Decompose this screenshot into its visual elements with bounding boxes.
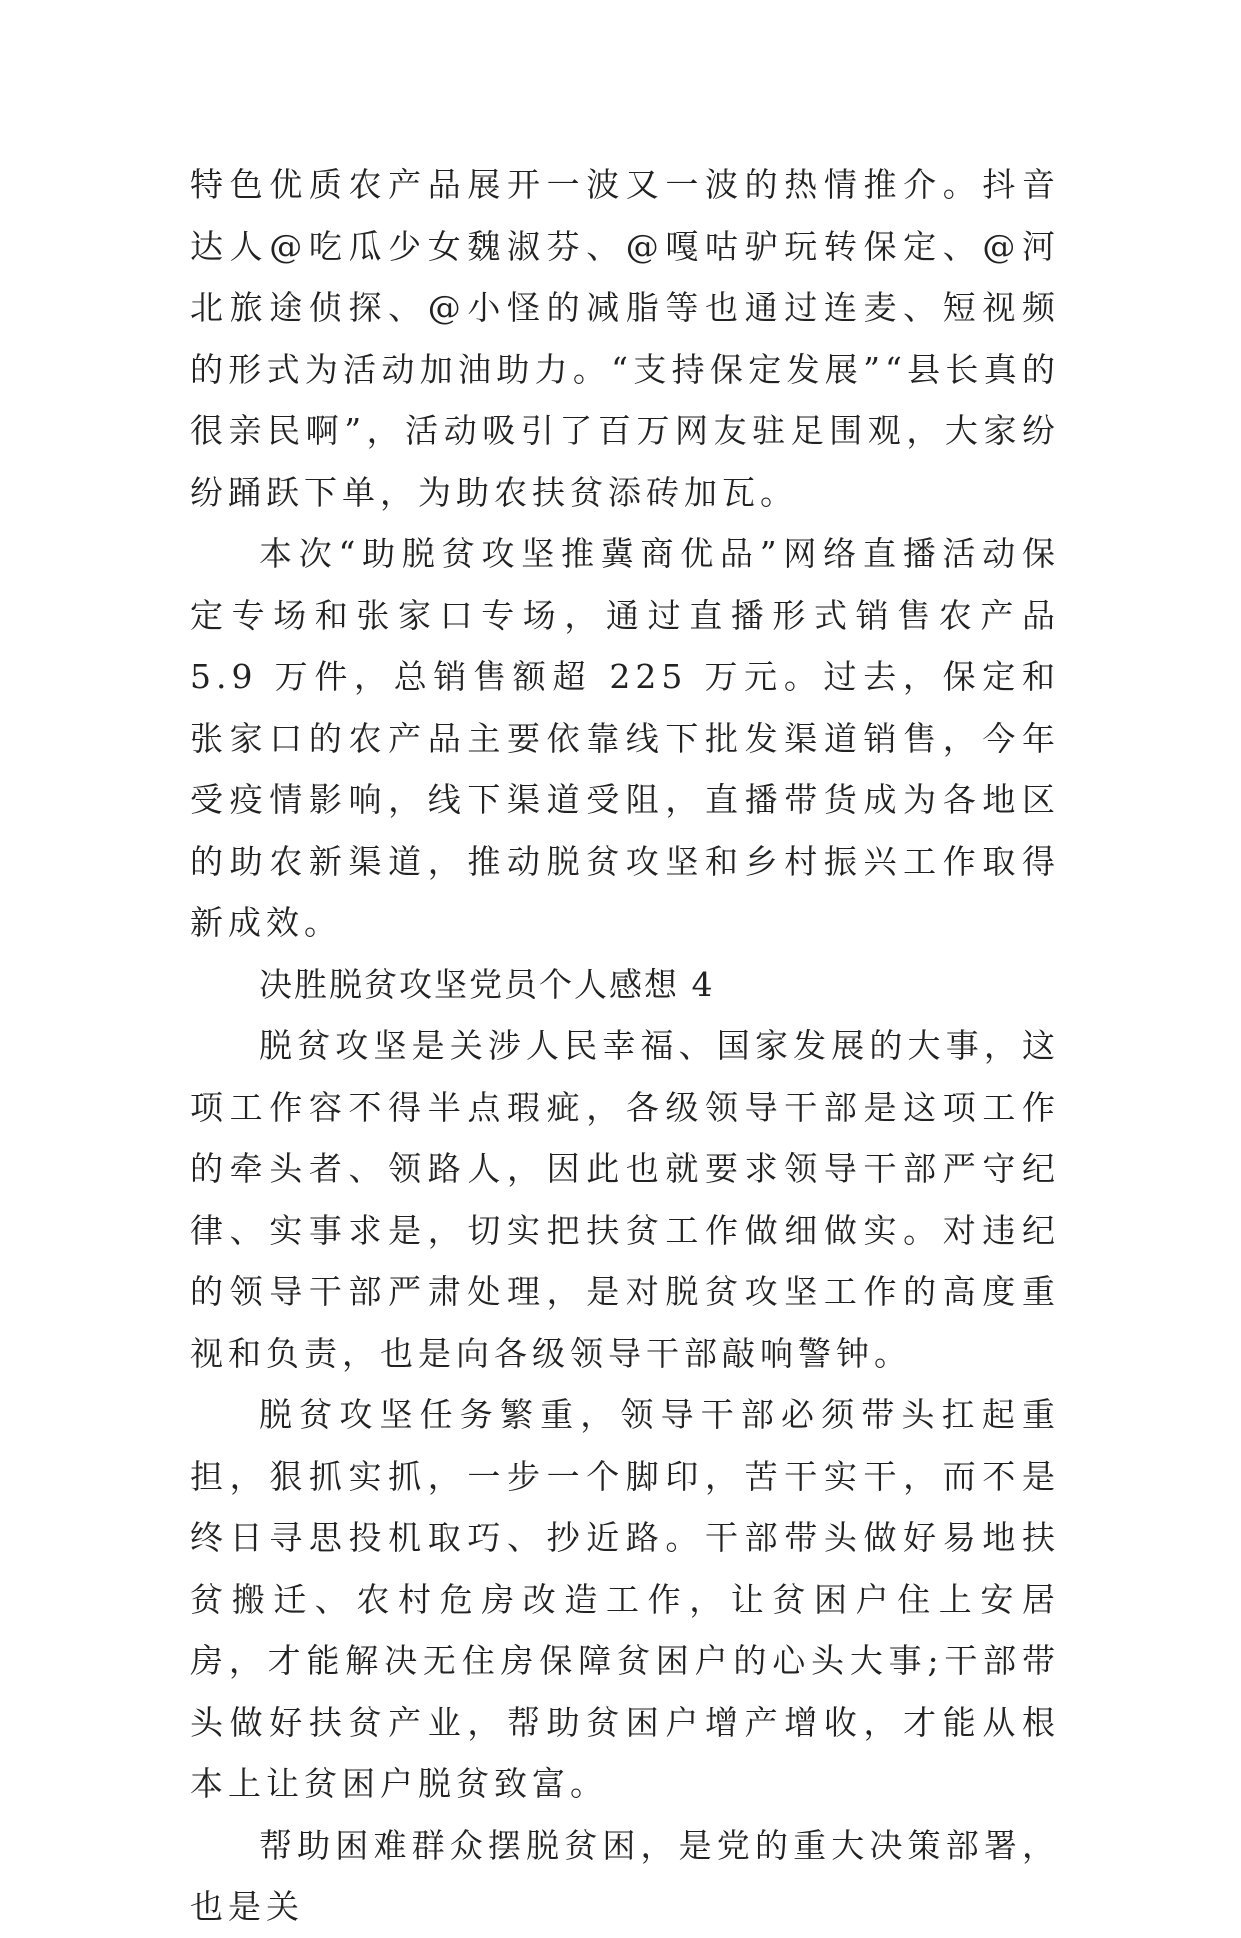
- paragraph-discipline: 脱贫攻坚是关涉人民幸福、国家发展的大事，这项工作容不得半点瑕疵，各级领导干部是这项工作的牵头者、领路人，因此也就要求领导干部严守纪律、实事求是，切实把扶贫工作做细做实。对违纪的领导干部严肃处理，是对脱贫攻坚工作的高度重视和负责，也是向各级领导干部敲响警钟。: [190, 1026, 1060, 1373]
- paragraph-leadership: 脱贫攻坚任务繁重，领导干部必须带头扛起重担，狠抓实抓，一步一个脚印，苦干实干，而不是终日寻思投机取巧、抄近路。干部带头做好易地扶贫搬迁、农村危房改造工作，让贫困户住上安居房，才能解决无住房保障贫困户的心头大事;干部带头做好扶贫产业，帮助贫困户增产增收，才能从根本上让贫困户脱贫致富。: [190, 1395, 1060, 1803]
- paragraph-promotion: 特色优质农产品展开一波又一波的热情推介。抖音达人@吃瓜少女魏淑芬、@嘎咕驴玩转保定、@河北旅途侦探、@小怪的减脂等也通过连麦、短视频的形式为活动加油助力。“支持保定发展”“县长真的很亲民啊”，活动吸引了百万网友驻足围观，大家纷纷踊跃下单，为助农扶贫添砖加瓦。: [190, 165, 1060, 512]
- paragraph-party-policy: 帮助困难群众摆脱贫困，是党的重大决策部署，也是关: [190, 1825, 1060, 1926]
- section-heading: 决胜脱贫攻坚党员个人感想 4: [259, 964, 715, 1004]
- paragraph-sales-results: 本次“助脱贫攻坚推冀商优品”网络直播活动保定专场和张家口专场，通过直播形式销售农产品 5.9 万件，总销售额超 225 万元。过去，保定和张家口的农产品主要依靠线下批发渠道销售，今年受疫情影响，线下渠道受阻，直播带货成为各地区的助农新渠道，推动脱贫攻坚和乡村振兴工作取得新成效。: [190, 534, 1060, 942]
- document-body: [190, 154, 1060, 1938]
